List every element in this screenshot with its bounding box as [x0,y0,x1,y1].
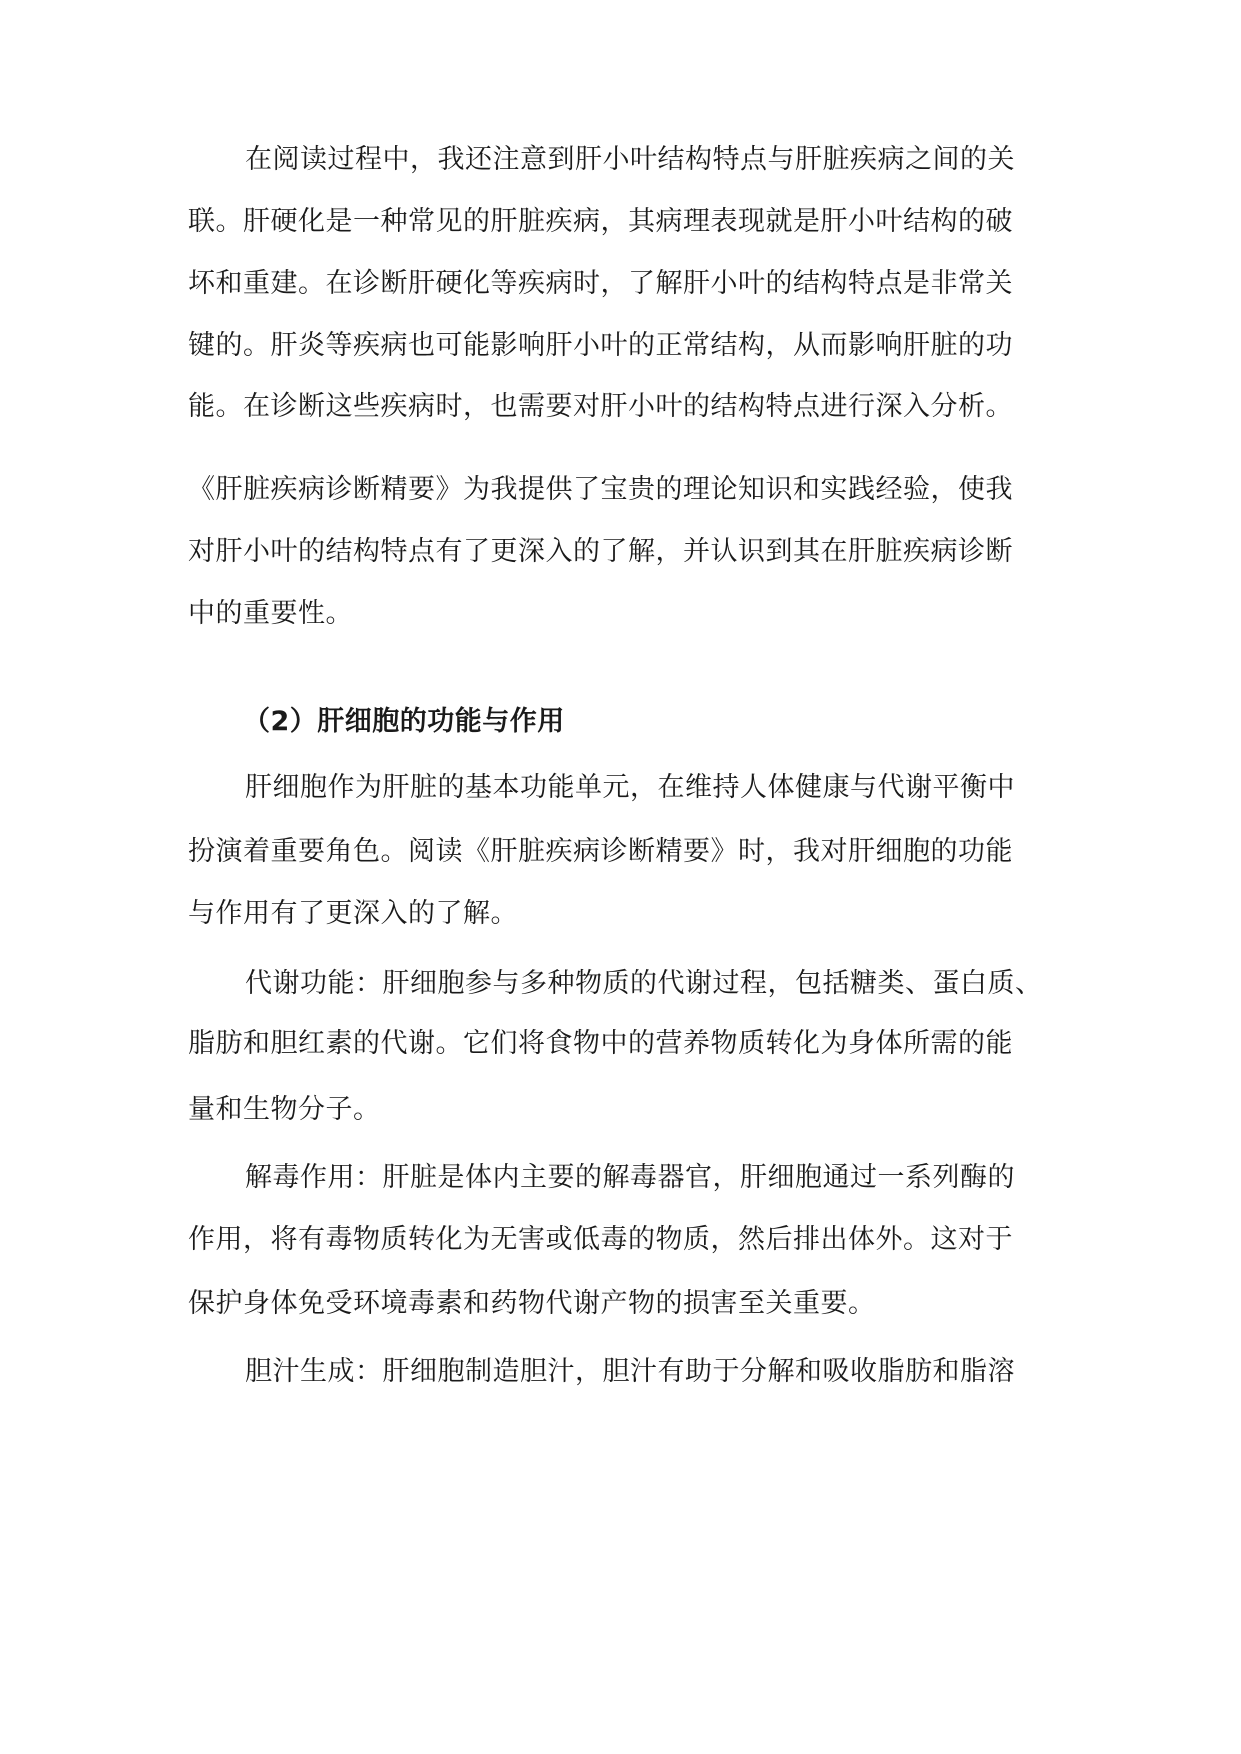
text-line: 《肝脏疾病诊断精要》为我提供了宝贵的理论知识和实践经验，使我 [188,474,1013,505]
text-line: 解毒作用：肝脏是体内主要的解毒器官，肝细胞通过一系列酶的 [245,1162,1015,1193]
text-line: 肝细胞作为肝脏的基本功能单元，在维持人体健康与代谢平衡中 [245,772,1015,803]
text-line: 代谢功能：肝细胞参与多种物质的代谢过程，包括糖类、蛋白质、 [245,968,1043,999]
text-line: 坏和重建。在诊断肝硬化等疾病时，了解肝小叶的结构特点是非常关 [188,268,1013,299]
text-line: 脂肪和胆红素的代谢。它们将食物中的营养物质转化为身体所需的能 [188,1028,1013,1059]
text-line: 保护身体免受环境毒素和药物代谢产物的损害至关重要。 [188,1288,876,1319]
text-line: 键的。肝炎等疾病也可能影响肝小叶的正常结构，从而影响肝脏的功 [188,330,1013,361]
text-line: 对肝小叶的结构特点有了更深入的了解，并认识到其在肝脏疾病诊断 [188,536,1013,567]
text-line: 胆汁生成：肝细胞制造胆汁，胆汁有助于分解和吸收脂肪和脂溶 [245,1356,1015,1387]
text-line: 在阅读过程中，我还注意到肝小叶结构特点与肝脏疾病之间的关 [245,144,1015,175]
text-line: 与作用有了更深入的了解。 [188,898,518,929]
text-line: 作用，将有毒物质转化为无害或低毒的物质，然后排出体外。这对于 [188,1224,1013,1255]
text-line: 联。肝硬化是一种常见的肝脏疾病，其病理表现就是肝小叶结构的破 [188,206,1013,237]
text-line: 量和生物分子。 [188,1094,381,1125]
text-line: 扮演着重要角色。阅读《肝脏疾病诊断精要》时，我对肝细胞的功能 [188,836,1013,867]
text-line: 能。在诊断这些疾病时，也需要对肝小叶的结构特点进行深入分析。 [188,391,1013,422]
text-line: 中的重要性。 [188,598,353,629]
section-heading: （2）肝细胞的功能与作用 [243,706,565,737]
